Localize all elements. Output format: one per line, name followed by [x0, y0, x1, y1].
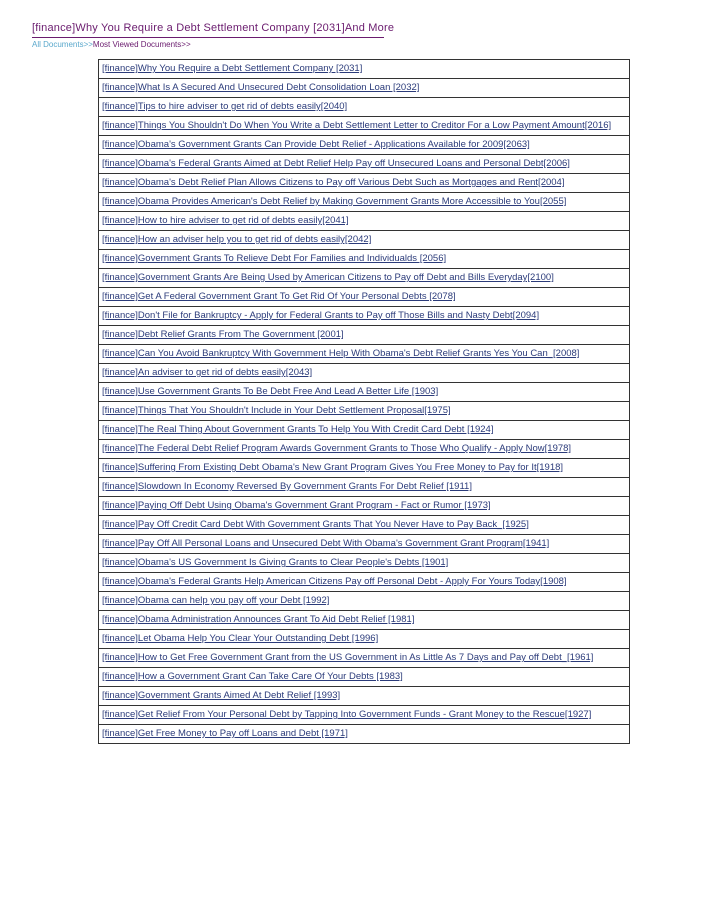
- document-link[interactable]: [finance]Obama Administration Announces Grant To Aid Debt Relief [1981]: [102, 614, 415, 625]
- document-row[interactable]: [99, 250, 629, 269]
- document-link[interactable]: [finance]Things You Shouldn't Do When You Write a Debt Settlement Letter to Creditor For a Low Payment Amount[2016]: [102, 120, 612, 131]
- document-row[interactable]: [99, 79, 629, 98]
- document-row[interactable]: [99, 212, 629, 231]
- document-link[interactable]: [finance]Can You Avoid Bankruptcy With Government Help With Obama's Debt Relief Grants Yes You Can_[2008]: [102, 348, 580, 359]
- document-row[interactable]: [99, 193, 629, 212]
- page-title: [finance]Why You Require a Debt Settlement Company [2031]And More: [32, 22, 395, 34]
- document-link[interactable]: [finance]Obama can help you pay off your Debt [1992]: [102, 595, 330, 606]
- document-link[interactable]: [finance]Debt Relief Grants From The Government [2001]: [102, 329, 344, 340]
- document-link[interactable]: [finance]The Federal Debt Relief Program Awards Government Grants to Those Who Qualify - Apply Now[1978]: [102, 443, 572, 454]
- document-link[interactable]: [finance]Suffering From Existing Debt Obama's New Grant Program Gives You Free Money to Pay for It[1918]: [102, 462, 564, 473]
- document-link[interactable]: [finance]Obama's Federal Grants Help American Citizens Pay off Personal Debt - Apply For Yours Today[1908]: [102, 576, 567, 587]
- document-row[interactable]: [99, 288, 629, 307]
- document-link[interactable]: [finance]The Real Thing About Government Grants To Help You With Credit Card Debt [1924]: [102, 424, 494, 435]
- document-row[interactable]: [99, 155, 629, 174]
- document-row[interactable]: [99, 383, 629, 402]
- document-link[interactable]: [finance]Why You Require a Debt Settlement Company [2031]: [102, 63, 363, 74]
- document-row[interactable]: [99, 459, 629, 478]
- document-row[interactable]: [99, 307, 629, 326]
- document-row[interactable]: [99, 706, 629, 725]
- document-row[interactable]: [99, 649, 629, 668]
- document-row[interactable]: [99, 478, 629, 497]
- breadcrumb-most-viewed-link[interactable]: Most Viewed Documents: [92, 40, 182, 49]
- document-link[interactable]: [finance]How a Government Grant Can Take Care Of Your Debts [1983]: [102, 671, 403, 682]
- document-link[interactable]: [finance]Paying Off Debt Using Obama's Government Grant Program - Fact or Rumor [1973]: [102, 500, 491, 511]
- breadcrumb-separator: >>: [83, 40, 93, 49]
- document-row[interactable]: [99, 136, 629, 155]
- document-row[interactable]: [99, 611, 629, 630]
- title-underline: [32, 37, 384, 38]
- document-link[interactable]: [finance]How an adviser help you to get rid of debts easily[2042]: [102, 234, 372, 245]
- document-row[interactable]: [99, 497, 629, 516]
- document-link[interactable]: [finance]Things That You Shouldn't Include in Your Debt Settlement Proposal[1975]: [102, 405, 451, 416]
- document-row[interactable]: [99, 725, 629, 744]
- document-link[interactable]: [finance]Government Grants Aimed At Debt Relief [1993]: [102, 690, 341, 701]
- document-link[interactable]: [finance]Get Free Money to Pay off Loans and Debt [1971]: [102, 728, 348, 739]
- document-row[interactable]: [99, 326, 629, 345]
- document-row[interactable]: [99, 554, 629, 573]
- document-row[interactable]: [99, 231, 629, 250]
- document-link[interactable]: [finance]Obama's Federal Grants Aimed at Debt Relief Help Pay off Unsecured Loans and Personal Debt[2006]: [102, 158, 570, 169]
- document-row[interactable]: [99, 573, 629, 592]
- document-row[interactable]: [99, 98, 629, 117]
- document-link[interactable]: [finance]Pay Off All Personal Loans and Unsecured Debt With Obama's Government Grant Program[1941]: [102, 538, 550, 549]
- document-row[interactable]: [99, 402, 629, 421]
- document-link[interactable]: [finance]Obama's Government Grants Can Provide Debt Relief - Applications Available for 2009[2063]: [102, 139, 530, 150]
- document-link[interactable]: [finance]Don't File for Bankruptcy - Apply for Federal Grants to Pay off Those Bills and Nasty Debt[2094]: [102, 310, 540, 321]
- breadcrumb-all-documents-link[interactable]: All Documents: [32, 40, 84, 49]
- document-link[interactable]: [finance]An adviser to get rid of debts easily[2043]: [102, 367, 313, 378]
- document-row[interactable]: [99, 535, 629, 554]
- document-link[interactable]: [finance]Government Grants Are Being Used by American Citizens to Pay off Debt and Bills Everyday[2100]: [102, 272, 554, 283]
- document-link[interactable]: [finance]Pay Off Credit Card Debt With Government Grants That You Never Have to Pay Back_[1925]: [102, 519, 529, 530]
- document-row[interactable]: [99, 516, 629, 535]
- document-link[interactable]: [finance]How to hire adviser to get rid of debts easily[2041]: [102, 215, 349, 226]
- document-row[interactable]: [99, 592, 629, 611]
- document-link[interactable]: [finance]Get A Federal Government Grant To Get Rid Of Your Personal Debts [2078]: [102, 291, 456, 302]
- breadcrumb: [32, 40, 191, 49]
- document-row[interactable]: [99, 630, 629, 649]
- document-link[interactable]: [finance]How to Get Free Government Grant from the US Government in As Little As 7 Days and Pay off Debt_[1961]: [102, 652, 594, 663]
- document-link[interactable]: [finance]Use Government Grants To Be Debt Free And Lead A Better Life [1903]: [102, 386, 439, 397]
- document-row[interactable]: [99, 60, 629, 79]
- document-link[interactable]: [finance]Get Relief From Your Personal Debt by Tapping Into Government Funds - Grant Money to the Rescue[1927]: [102, 709, 592, 720]
- document-row[interactable]: [99, 440, 629, 459]
- document-link[interactable]: [finance]Obama Provides American's Debt Relief by Making Government Grants More Accessible to You[2055]: [102, 196, 567, 207]
- breadcrumb-separator: >>: [181, 40, 191, 49]
- document-row[interactable]: [99, 345, 629, 364]
- document-link[interactable]: [finance]What Is A Secured And Unsecured Debt Consolidation Loan [2032]: [102, 82, 420, 93]
- document-row[interactable]: [99, 687, 629, 706]
- document-row[interactable]: [99, 269, 629, 288]
- document-row[interactable]: [99, 364, 629, 383]
- document-row[interactable]: [99, 174, 629, 193]
- document-link[interactable]: [finance]Slowdown In Economy Reversed By Government Grants For Debt Relief [1911]: [102, 481, 472, 492]
- document-list: [98, 59, 630, 744]
- document-row[interactable]: [99, 117, 629, 136]
- document-link[interactable]: [finance]Government Grants To Relieve Debt For Families and Individualds [2056]: [102, 253, 447, 264]
- document-link[interactable]: [finance]Tips to hire adviser to get rid of debts easily[2040]: [102, 101, 348, 112]
- document-link[interactable]: [finance]Let Obama Help You Clear Your Outstanding Debt [1996]: [102, 633, 379, 644]
- document-row[interactable]: [99, 668, 629, 687]
- document-row[interactable]: [99, 421, 629, 440]
- document-link[interactable]: [finance]Obama's US Government Is Giving Grants to Clear People's Debts [1901]: [102, 557, 449, 568]
- document-link[interactable]: [finance]Obama's Debt Relief Plan Allows Citizens to Pay off Various Debt Such as Mortgages and Rent[2004]: [102, 177, 565, 188]
